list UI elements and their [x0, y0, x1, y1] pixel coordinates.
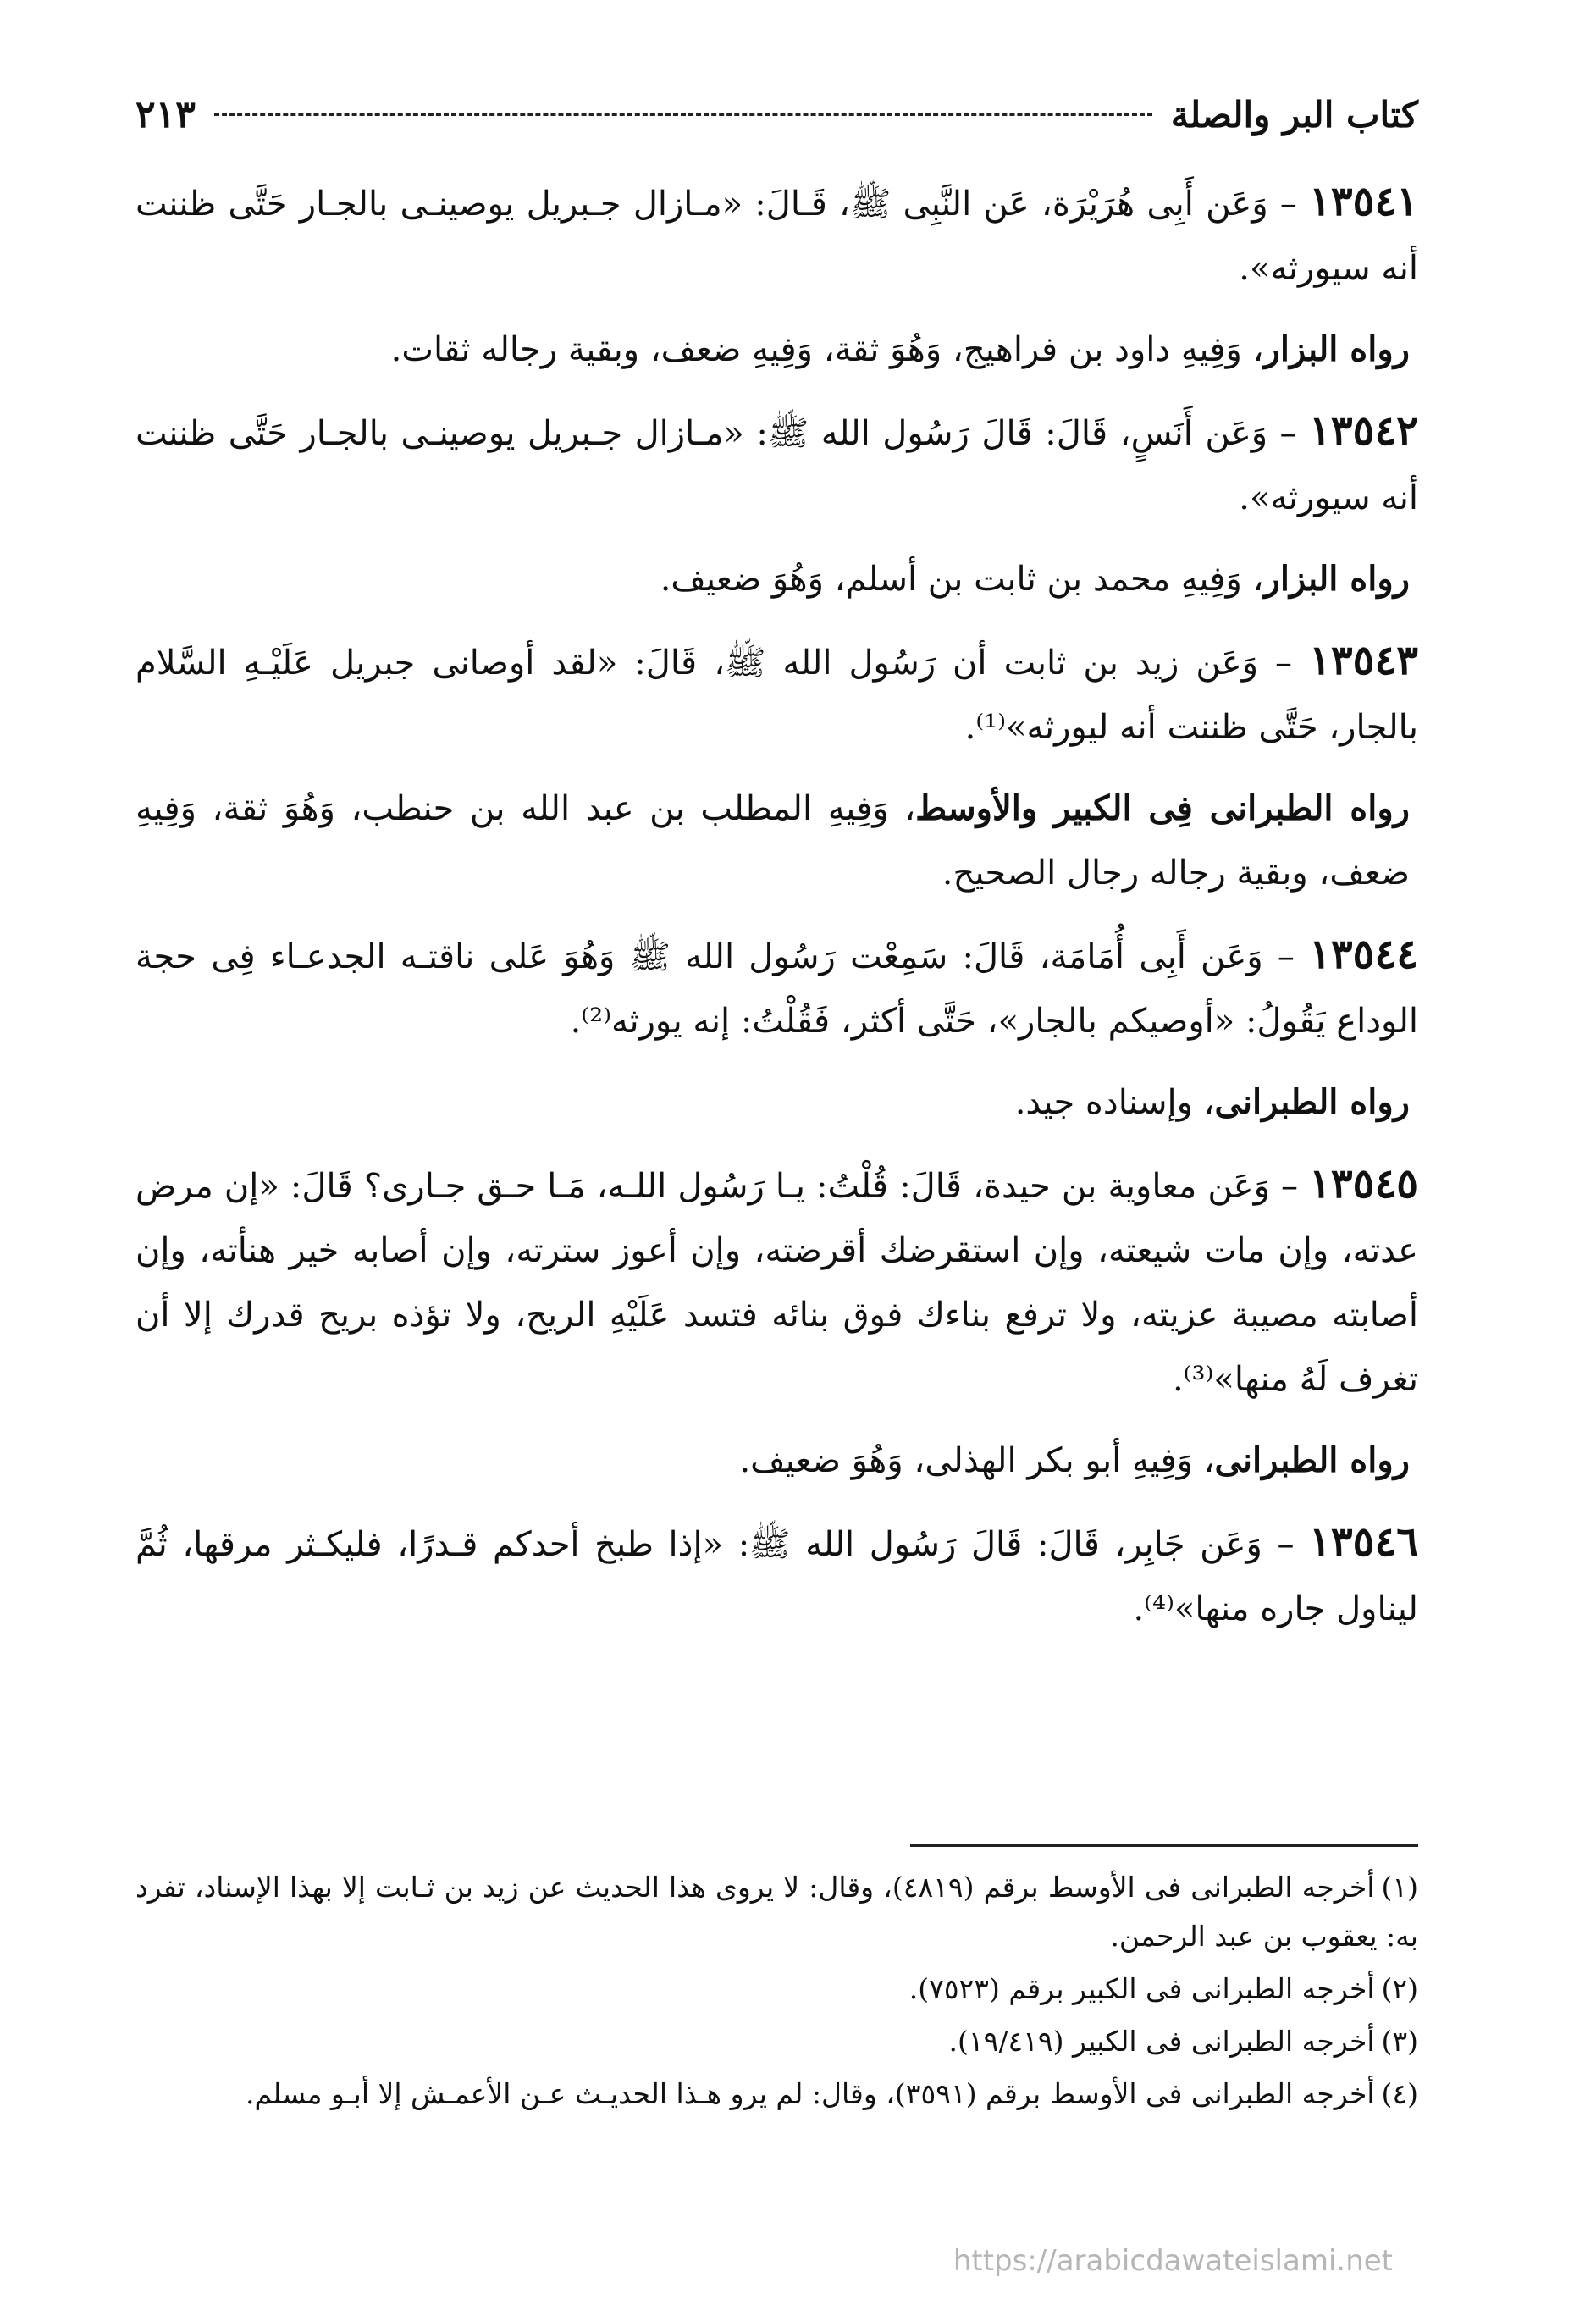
narration-detail: ، وَفِيهِ داود بن فراهيج، وَهُوَ ثقة، وَفِيهِ ضعف، وبقية رجاله ثقات.: [390, 330, 1264, 369]
hadith-paragraph: [135, 922, 1418, 1053]
narration-detail: ، وإسناده جيد.: [1014, 1083, 1215, 1122]
hadith-text: – وَعَن أَنَسٍ، قَالَ: قَالَ رَسُول الله ﷺ: «مـازال جـبريل يوصينـى بالجـار حَتَّى ظننت أنه سيورثه».: [135, 414, 1418, 517]
footnote-text: أخرجه الطبرانى فى الأوسط برقم (٤٨١٩)، وقال: لا يروى هذا الحديث عن زيد بن ثـابت إلا بهذا الإسناد، تفرد به: يعقوب بن عبد الرحمن.: [135, 1871, 1418, 1953]
book-title: كتاب البر والصلة: [1170, 93, 1418, 135]
footnote-number: (٤): [1381, 2077, 1418, 2110]
footnote: [135, 2017, 1418, 2066]
narration-source: رواه البزار: [1263, 329, 1410, 369]
narration-note: [135, 777, 1418, 905]
footnote-number: (١): [1381, 1871, 1418, 1904]
hadith-paragraph: [135, 628, 1418, 760]
footnote: [135, 2070, 1418, 2119]
watermark-url: https://arabicdawateislami.net: [953, 2244, 1393, 2278]
hadith-number: ١٣٥٤١: [1309, 178, 1418, 225]
footnote-separator: [910, 1844, 1418, 1847]
hadith-paragraph: [135, 169, 1418, 301]
hadith-number: ١٣٥٤٢: [1309, 407, 1418, 455]
hadith-paragraph: [135, 1152, 1418, 1412]
page-header: [135, 80, 1418, 148]
footnote-text: أخرجه الطبرانى فى الأوسط برقم (٣٥٩١)، وقال: لم يرو هـذا الحديـث عـن الأعمـش إلا أبـو مسلم.: [245, 2077, 1375, 2110]
hadith-text: – وَعَن أَبِى أُمَامَة، قَالَ: سَمِعْت رَسُول الله ﷺ وَهُوَ عَلى ناقتـه الجدعـاء فِى حجة الوداع يَقُولُ: «أوصيكم بالجار»، حَتَّى أكثر، فَقُلْتُ: إنه يورثه⁽²⁾.: [135, 937, 1418, 1041]
header-rule: [214, 113, 1152, 116]
footnotes: [135, 1863, 1418, 2122]
narration-detail: ، وَفِيهِ المطلب بن عبد الله بن حنطب، وَهُوَ ثقة، وَفِيهِ ضعف، وبقية رجاله رجال الصحيح.: [135, 789, 1410, 893]
footnote: [135, 1863, 1418, 1961]
narration-note: [135, 318, 1418, 382]
narration-detail: ، وَفِيهِ محمد بن ثابت بن أسلم، وَهُوَ ضعيف.: [660, 560, 1264, 599]
footnote-text: أخرجه الطبرانى فى الكبير (١٩/٤١٩).: [948, 2025, 1375, 2058]
hadith-number: ١٣٥٤٤: [1309, 931, 1418, 978]
main-text: [135, 169, 1418, 1658]
narration-source: رواه الطبرانى فِى الكبير والأوسط: [915, 788, 1411, 828]
hadith-text: – وَعَن معاوية بن حيدة، قَالَ: قُلْتُ: يـا رَسُول اللـه، مَـا حـق جـارى؟ قَالَ: «إن مرض عدته، وإن مات شيعته، وإن استقرضك أقرضته، وإن أعوز سترته، وإن أصابه خير هنأته، وإن أصابته مصيبة عزيته، ولا ترفع بناءك فوق بنائه فتسد عَلَيْهِ الريح، ولا تؤذه بريح قدرك إلا أن تغرف لَهُ منها»⁽³⁾.: [135, 1167, 1418, 1399]
footnote-number: (٢): [1381, 1972, 1418, 2005]
narration-detail: ، وَفِيهِ أبو بكر الهذلى، وَهُوَ ضعيف.: [739, 1441, 1215, 1480]
hadith-number: ١٣٥٤٣: [1309, 637, 1418, 684]
footnote: [135, 1965, 1418, 2014]
narration-note: [135, 1429, 1418, 1493]
footnote-number: (٣): [1381, 2025, 1418, 2058]
hadith-paragraph: [135, 399, 1418, 530]
footnote-text: أخرجه الطبرانى فى الكبير برقم (٧٥٢٣).: [908, 1972, 1375, 2005]
hadith-number: ١٣٥٤٦: [1309, 1518, 1418, 1566]
narration-source: رواه الطبرانى: [1214, 1082, 1410, 1122]
page-number: ٢١٣: [135, 92, 196, 136]
narration-note: [135, 547, 1418, 611]
hadith-text: – وَعَن زيد بن ثابت أن رَسُول الله ﷺ، قَالَ: «لقد أوصانى جبريل عَلَيْـهِ السَّلام بالجار، حَتَّى ظننت أنه ليورثه»⁽¹⁾.: [135, 644, 1418, 747]
hadith-text: – وَعَن أَبِى هُرَيْرَة، عَن النَّبِى ﷺ، قَـالَ: «مـازال جـبريل يوصينـى بالجـار حَتَّى ظننت أنه سيورثه».: [135, 185, 1418, 288]
narration-note: [135, 1070, 1418, 1135]
hadith-paragraph: [135, 1510, 1418, 1641]
narration-source: رواه الطبرانى: [1214, 1440, 1410, 1480]
hadith-text: – وَعَن جَابِر، قَالَ: قَالَ رَسُول الله ﷺ: «إذا طبخ أحدكم قـدرًا، فليكـثر مرقها، ثُمَّ ليناول جاره منها»⁽⁴⁾.: [135, 1525, 1418, 1628]
narration-source: رواه البزار: [1263, 559, 1410, 599]
hadith-number: ١٣٥٤٥: [1309, 1160, 1418, 1208]
